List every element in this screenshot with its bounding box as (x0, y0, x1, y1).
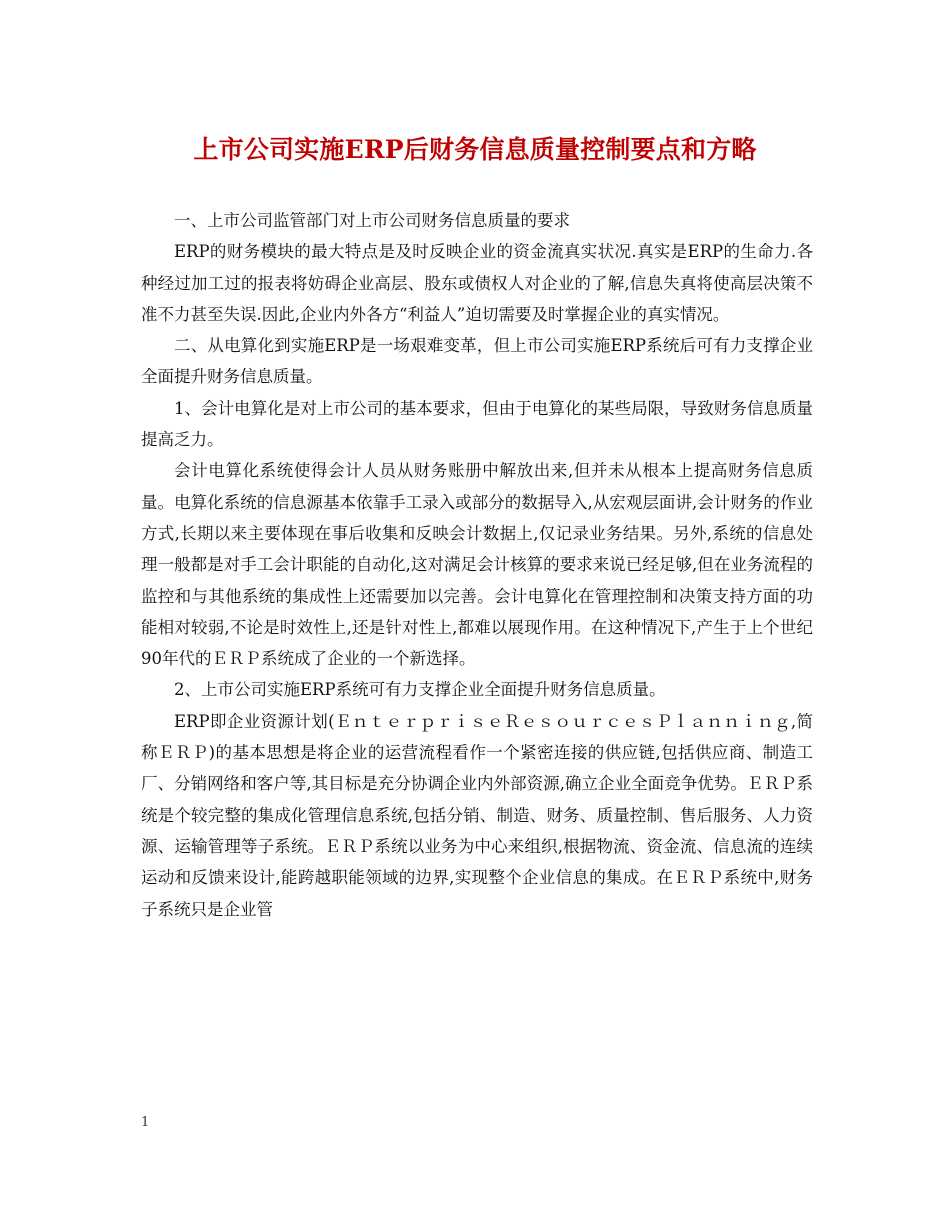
section-heading-2: 二、从电算化到实施ERP是一场艰难变革，但上市公司实施ERP系统后可有力支撑企业全面提升财务信息质量。 (141, 336, 813, 387)
document-body (141, 205, 813, 925)
page-number: 1 (141, 1115, 150, 1130)
document-title: 上市公司实施ERP后财务信息质量控制要点和方略 (193, 135, 757, 164)
paragraph: 会计电算化系统使得会计人员从财务账册中解放出来,但并未从根本上提高财务信息质量。电算化系统的信息源基本依靠手工录入或部分的数据导入,从宏观层面讲,会计财务的作业方式,长期以来主要体现在事后收集和反映会计数据上,仅记录业务结果。另外,系统的信息处理一般都是对手工会计职能的自动化,这对满足会计核算的要求来说已经足够,但在业务流程的监控和与其他系统的集成性上还需要加以完善。会计电算化在管理控制和决策支持方面的功能相对较弱,不论是时效性上,还是针对性上,都难以展现作用。在这种情况下,产生于上个世纪90年代的ＥＲＰ系统成了企业的一个新选择。 (141, 461, 813, 669)
subsection-heading-2: 2、上市公司实施ERP系统可有力支撑企业全面提升财务信息质量。 (174, 680, 666, 700)
section-heading-1: 一、上市公司监管部门对上市公司财务信息质量的要求 (174, 211, 570, 230)
paragraph: ERP的财务模块的最大特点是及时反映企业的资金流真实状况.真实是ERP的生命力.各种经过加工过的报表将妨碍企业高层、股东或债权人对企业的了解,信息失真将使高层决策不准不力甚至失误.因此,企业内外各方“利益人”迫切需要及时掌握企业的真实情况。 (141, 242, 813, 324)
subsection-heading-1: 1、会计电算化是对上市公司的基本要求，但由于电算化的某些局限，导致财务信息质量提高乏力。 (141, 398, 813, 450)
paragraph: ERP即企业资源计划(ＥｎｔｅｒｐｒｉｓｅＲｅｓｏｕｒｃｅｓＰｌａｎｎｉｎｇ,简称ＥＲＰ)的基本思想是将企业的运营流程看作一个紧密连接的供应链,包括供应商、制造工厂、分销网络和客户等,其目标是充分协调企业内外部资源,确立企业全面竞争优势。ＥＲＰ系统是个较完整的集成化管理信息系统,包括分销、制造、财务、质量控制、售后服务、人力资源、运输管理等子系统。ＥＲＰ系统以业务为中心来组织,根据物流、资金流、信息流的连续运动和反馈来设计,能跨越职能领域的边界,实现整个企业信息的集成。在ＥＲＰ系统中,财务子系统只是企业管 (141, 711, 813, 919)
